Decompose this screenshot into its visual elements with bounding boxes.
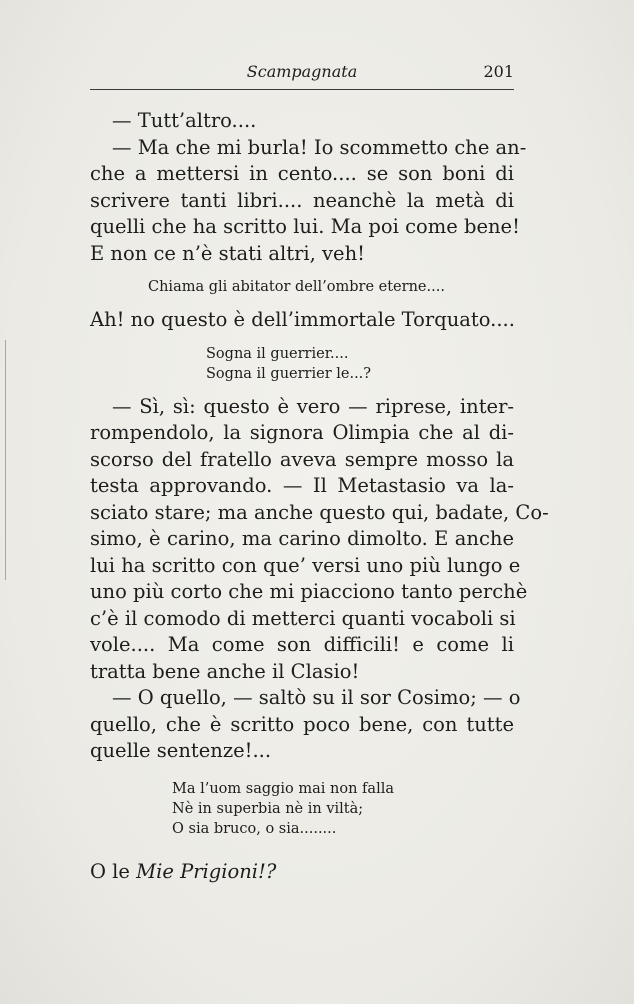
text-fragment: O le bbox=[90, 859, 130, 883]
text-line: — Sì, sì: questo è vero — riprese, inter- bbox=[112, 394, 514, 418]
text-line: E non ce n’è stati altri, veh! bbox=[90, 241, 365, 265]
text-line: quelli che ha scritto lui. Ma poi come bene! bbox=[90, 215, 520, 238]
page-number: 201 bbox=[483, 62, 514, 81]
page-edge-shadow bbox=[5, 340, 6, 580]
running-title: Scampagnata bbox=[246, 62, 358, 81]
text-line: vole.... Ma come son difficili! e come li bbox=[90, 633, 514, 656]
text-line: scrivere tanti libri.... neanchè la metà di bbox=[90, 188, 514, 212]
verse-quote: O sia bruco, o sia........ bbox=[172, 820, 337, 837]
text-line: — O quello, — saltò su il sor Cosimo; — o bbox=[112, 686, 521, 709]
verse-quote: Nè in superbia nè in viltà; bbox=[172, 800, 364, 817]
text-line: che a mettersi in cento.... se son boni di bbox=[90, 162, 514, 185]
text-line: scorso del fratello aveva sempre mosso la bbox=[90, 447, 514, 471]
page-header bbox=[90, 62, 514, 84]
text-line: — Tutt’altro.... bbox=[112, 109, 257, 132]
text-line: quello, che è scritto poco bene, con tutte bbox=[90, 712, 514, 736]
text-line: simo, è carino, ma carino dimolto. E anche bbox=[90, 527, 514, 550]
text-line: Ah! no questo è dell’immortale Torquato.... bbox=[90, 308, 515, 331]
text-line: rompendolo, la signora Olimpia che al di- bbox=[90, 421, 514, 444]
text-line: tratta bene anche il Clasio! bbox=[90, 659, 360, 683]
text-line-final bbox=[90, 859, 514, 886]
verse-quote: Sogna il guerrier le...? bbox=[206, 365, 372, 382]
text-line: c’è il comodo di metterci quanti vocaboli si bbox=[90, 606, 516, 630]
verse-quote: Ma l’uom saggio mai non falla bbox=[172, 780, 394, 797]
body-text bbox=[90, 108, 549, 885]
verse-quote: Chiama gli abitator dell’ombre eterne.... bbox=[148, 279, 445, 295]
text-line: — Ma che mi burla! Io scommetto che an- bbox=[112, 135, 527, 159]
text-line: sciato stare; ma anche questo qui, badate, Co- bbox=[90, 500, 549, 524]
verse-quote: Sogna il guerrier.... bbox=[206, 345, 349, 362]
text-line: uno più corto che mi piacciono tanto perchè bbox=[90, 580, 528, 603]
book-title-italic: Mie Prigioni!? bbox=[136, 859, 277, 883]
header-rule bbox=[90, 89, 514, 90]
text-line: testa approvando. — Il Metastasio va la- bbox=[90, 474, 514, 497]
text-line: quelle sentenze!... bbox=[90, 739, 272, 762]
text-line: lui ha scritto con que’ versi uno più lungo e bbox=[90, 553, 521, 577]
